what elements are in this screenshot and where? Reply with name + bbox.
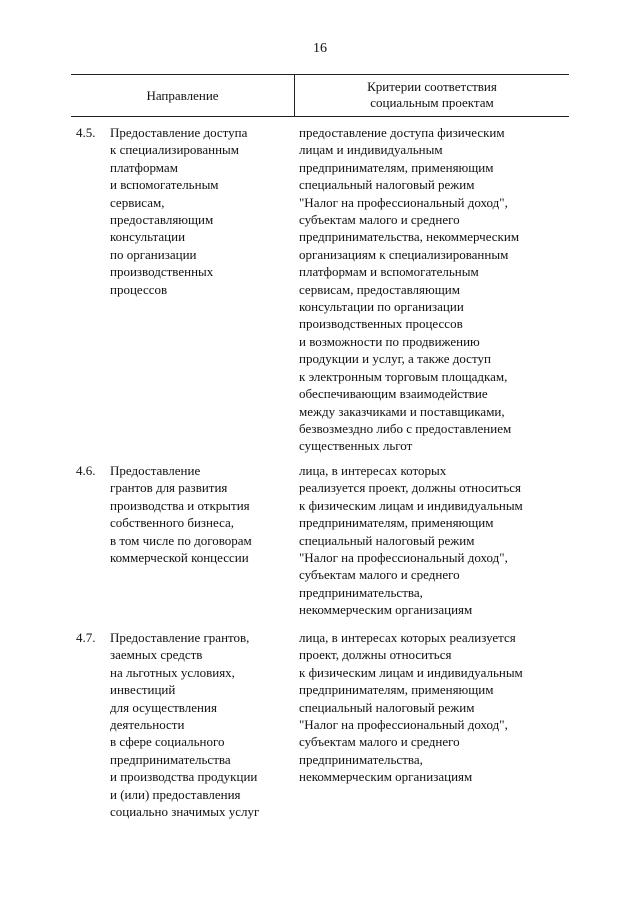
- criteria-line: предпринимателям, применяющим: [299, 682, 494, 698]
- criteria-line: производственных процессов: [299, 316, 463, 332]
- criteria-line: проект, должны относиться: [299, 647, 452, 663]
- direction-cell: [110, 629, 300, 820]
- criteria-line: "Налог на профессиональный доход",: [299, 717, 508, 733]
- direction-line: предоставляющим: [110, 212, 214, 228]
- direction-line: предпринимательства: [110, 751, 231, 767]
- direction-cell: [110, 462, 300, 566]
- direction-line: Предоставление: [110, 463, 201, 478]
- criteria-line: платформам и вспомогательным: [299, 264, 479, 280]
- criteria-line: предоставление доступа физическим: [299, 125, 505, 140]
- criteria-line: и возможности по продвижению: [299, 333, 480, 349]
- criteria-line: консультации по организации: [299, 299, 464, 315]
- criteria-line: между заказчиками и поставщиками,: [299, 403, 505, 419]
- criteria-line: предпринимателям, применяющим: [299, 515, 494, 531]
- criteria-cell: [299, 629, 569, 786]
- criteria-line: безвозмездно либо с предоставлением: [299, 420, 512, 436]
- criteria-cell: [299, 124, 569, 455]
- direction-line: собственного бизнеса,: [110, 515, 235, 531]
- table-header: [71, 74, 569, 117]
- direction-line: по организации: [110, 246, 197, 262]
- direction-line: платформам: [110, 159, 178, 175]
- direction-cell: [110, 124, 300, 298]
- direction-line: процессов: [110, 281, 168, 297]
- criteria-line: некоммерческим организациям: [299, 602, 473, 618]
- criteria-line: организациям к специализированным: [299, 246, 509, 262]
- criteria-line: лица, в интересах которых: [299, 463, 447, 478]
- criteria-line: специальный налоговый режим: [299, 699, 475, 715]
- header-direction: Направление: [146, 88, 219, 103]
- criteria-line: лицам и индивидуальным: [299, 142, 443, 158]
- criteria-line: предпринимателям, применяющим: [299, 159, 494, 175]
- direction-line: в том числе по договорам: [110, 532, 252, 548]
- criteria-line: реализуется проект, должны относиться: [299, 480, 522, 496]
- direction-line: производства и открытия: [110, 497, 250, 513]
- direction-line: производственных: [110, 264, 214, 280]
- criteria-cell: [299, 462, 569, 619]
- direction-line: коммерческой концессии: [110, 550, 249, 566]
- direction-line: к специализированным: [110, 142, 240, 158]
- direction-line: и вспомогательным: [110, 177, 219, 193]
- direction-line: инвестиций: [110, 682, 176, 698]
- direction-line: заемных средств: [110, 647, 203, 663]
- row-number: 4.7.: [76, 630, 96, 645]
- header-criteria-line: Критерии соответствия: [367, 79, 497, 94]
- criteria-line: "Налог на профессиональный доход",: [299, 194, 508, 210]
- direction-line: социально значимых услуг: [110, 804, 260, 820]
- direction-line: сервисам,: [110, 194, 165, 210]
- criteria-line: к электронным торговым площадкам,: [299, 368, 508, 384]
- criteria-line: некоммерческим организациям: [299, 769, 473, 785]
- direction-line: и производства продукции: [110, 769, 258, 785]
- row-number: 4.5.: [76, 125, 96, 140]
- header-criteria: [295, 79, 569, 111]
- page-number: 16: [313, 41, 327, 56]
- criteria-line: субъектам малого и среднего: [299, 567, 460, 583]
- direction-line: в сфере социального: [110, 734, 225, 750]
- row-number: 4.6.: [76, 463, 96, 478]
- criteria-line: существенных льгот: [299, 438, 413, 454]
- criteria-line: предпринимательства,: [299, 751, 423, 767]
- criteria-line: субъектам малого и среднего: [299, 734, 460, 750]
- direction-line: для осуществления: [110, 699, 217, 715]
- header-criteria-line: социальным проектам: [370, 95, 494, 110]
- criteria-line: предпринимательства,: [299, 584, 423, 600]
- criteria-line: к физическим лицам и индивидуальным: [299, 664, 523, 680]
- direction-line: консультации: [110, 229, 186, 245]
- direction-line: и (или) предоставления: [110, 786, 241, 802]
- criteria-line: лица, в интересах которых реализуется: [299, 630, 516, 645]
- direction-line: Предоставление доступа: [110, 125, 248, 140]
- criteria-line: сервисам, предоставляющим: [299, 281, 460, 297]
- criteria-line: обеспечивающим взаимодействие: [299, 386, 488, 402]
- direction-line: деятельности: [110, 717, 185, 733]
- criteria-line: "Налог на профессиональный доход",: [299, 550, 508, 566]
- criteria-line: специальный налоговый режим: [299, 532, 475, 548]
- direction-line: грантов для развития: [110, 480, 228, 496]
- direction-line: Предоставление грантов,: [110, 630, 250, 645]
- direction-line: на льготных условиях,: [110, 664, 235, 680]
- criteria-line: к физическим лицам и индивидуальным: [299, 497, 523, 513]
- criteria-line: предпринимательства, некоммерческим: [299, 229, 520, 245]
- criteria-line: специальный налоговый режим: [299, 177, 475, 193]
- criteria-line: субъектам малого и среднего: [299, 212, 460, 228]
- criteria-line: продукции и услуг, а также доступ: [299, 351, 491, 367]
